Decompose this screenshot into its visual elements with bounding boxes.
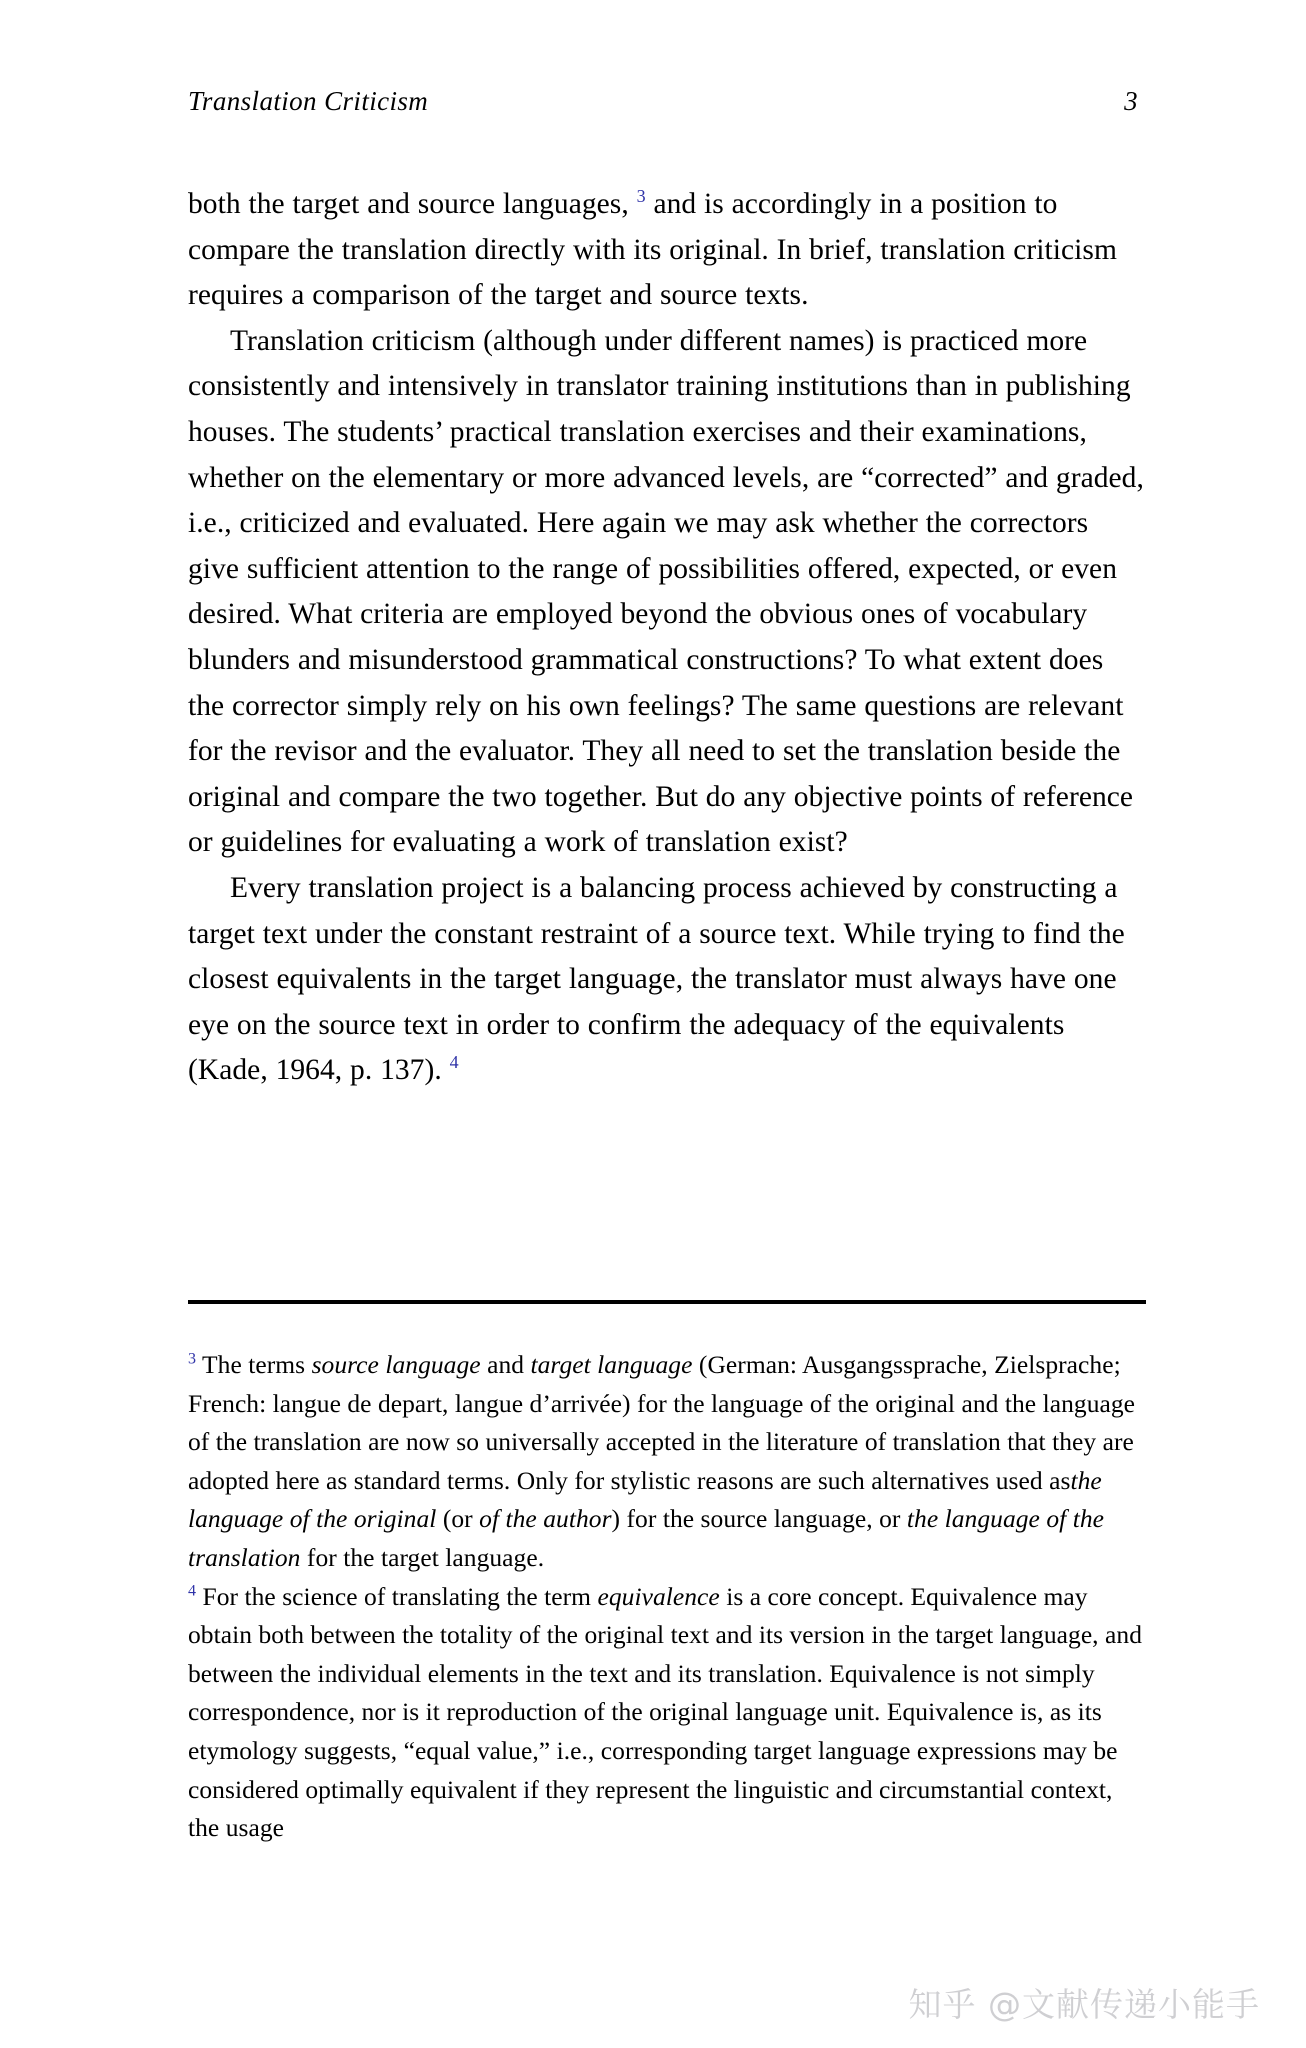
italic-term: source language xyxy=(311,1350,481,1379)
footnote-section xyxy=(188,1346,1146,1848)
body-paragraph: both the target and source languages, $^3$ and is accordingly in a position to compare the translation directly with its original. In brief, translation criticism requires a comparison of the target and source texts. xyxy=(188,186,1117,312)
footnote-separator-rule xyxy=(188,1300,1146,1304)
page-number: 3 xyxy=(1124,86,1138,116)
body-paragraph: Every translation project is a balancing process achieved by constructing a target text under the constant restraint of a source text. While trying to find the closest equivalents in the target language, the translator must always have one eye on the source text in order to confirm the adequacy of the equivalents (Kade, 1964, p. 137). $^4$ xyxy=(188,871,1125,1087)
footnote-number[interactable]: 3 xyxy=(188,1350,197,1368)
body-text xyxy=(188,182,1146,1094)
running-head xyxy=(188,86,1138,117)
italic-term: of the author xyxy=(479,1504,612,1534)
footnote-item: $^4$ For the science of translating the term equivalence is a core concept. Equivalence may obtain both between the totality of the original text and its version in the target language, and between the individual elements in the text and its translation. Equivalence is not simply correspondence, nor is it reproduction of the original language unit. Equivalence is, as its etymology suggests, “equal value,” i.e., corresponding target language expressions may be considered optimally equivalent if they represent the linguistic and circumstantial context, the usage xyxy=(188,1581,1143,1843)
watermark: 知乎 @文献传递小能手 xyxy=(908,1985,1260,2024)
footnote-reference[interactable]: 4 xyxy=(449,1052,459,1073)
italic-term: the language of the translation xyxy=(188,1504,1105,1572)
italic-term: the language of the original xyxy=(188,1465,1102,1534)
body-paragraph: Translation criticism (although under different names) is practiced more consistently and intensively in translator training institutions than in publishing houses. The students’ practical translation exercises and their examinations, whether on the elementary or more advanced levels, are “corrected” and graded, i.e., criticized and evaluated. Here again we may ask whether the correctors give sufficient attention to the range of possibilities offered, expected, or even desired. What criteria are employed beyond the obvious ones of vocabulary blunders and misunderstood grammatical constructions? To what extent does the corrector simply rely on his own feelings? The same questions are relevant for the revisor and the evaluator. They all need to set the translation beside the original and compare the two together. But do any objective points of reference or guidelines for evaluating a work of translation exist? xyxy=(188,324,1144,859)
running-head-title: Translation Criticism xyxy=(188,86,429,116)
italic-term: equivalence xyxy=(597,1581,720,1611)
italic-term: target language xyxy=(530,1350,693,1379)
footnote-reference[interactable]: 3 xyxy=(636,186,646,207)
footnote-item: $^3$ The terms source language and target language (German: Ausgangssprache, Zielsprache; French: langue de depart, langue d’arrivée) for the language of the original and the language of the translation are now so universally accepted in the literature of translation that they are adopted here as standard terms. Only for stylistic reasons are such alternatives used asthe language of the original (or of the author) for the source language, or the language of the translation for the target language. xyxy=(188,1350,1136,1572)
footnote-number[interactable]: 4 xyxy=(188,1582,197,1600)
